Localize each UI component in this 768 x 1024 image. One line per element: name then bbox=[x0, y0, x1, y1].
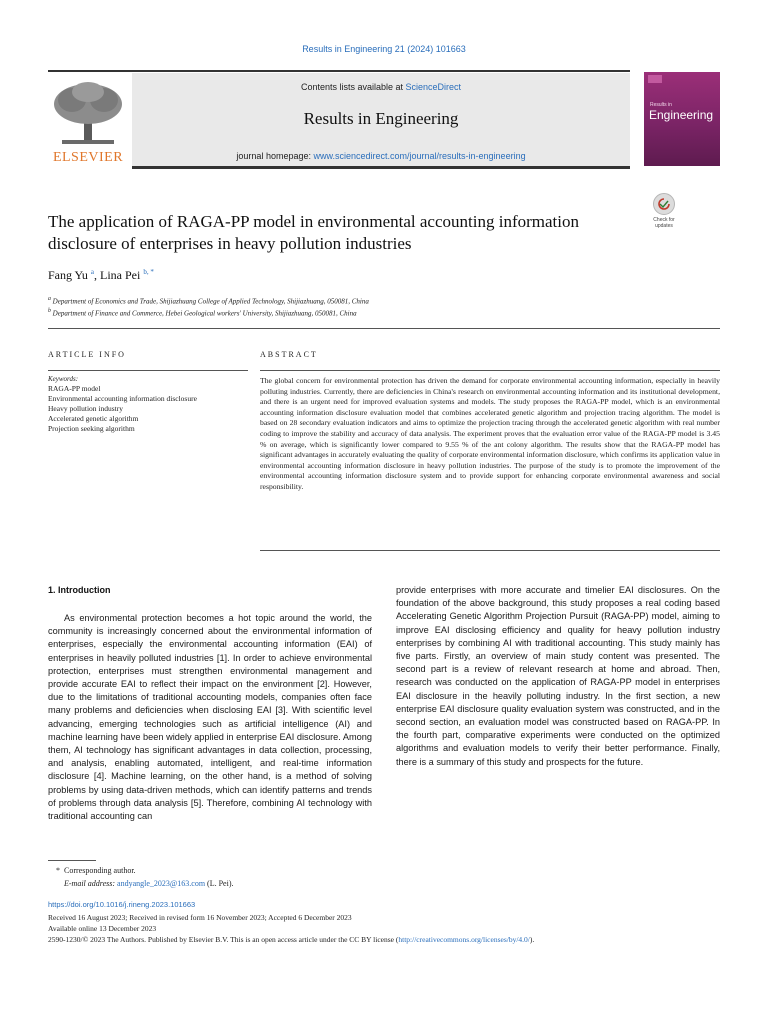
article-title: The application of RAGA-PP model in environmental accounting information disclosure of enterprises in heavy pollution industries bbox=[48, 212, 579, 253]
keyword-item: RAGA-PP model bbox=[48, 384, 101, 393]
email-line: E-mail address: andyangle_2023@163.com (L. Pei). bbox=[64, 879, 234, 888]
keywords-title: Keywords: bbox=[48, 375, 79, 383]
keywords-list bbox=[48, 384, 248, 434]
abstract-text: The global concern for environmental protection has driven the demand for corporate environmental accounting information, especially in heavily polluting industries. Currently, there are deficiencies in China's research on environmental accounting information and its institutional development, and there is an urgent need for improved evaluation systems and models. The study proposes the RAGA-PP model, which is an environmental accounting information disclosure evaluation model that combines accelerated genetic algorithm and projection tracing algorithm. The model is based on 28 secondary evaluation indicators and aims to optimize the projection tracing through the accelerated genetic algorithm with real number coding to improve the stability and accuracy of data analysis. The experiment proves that the evaluation error value of the RAGA-PP model is 3.45 % on average, which is significantly lower compared to 9.55 % of the ant colony algorithm. The results show that the RAGA-PP model has significant advantages in accurately evaluating the quality of corporate environmental information disclosure, which confirms its application value in environmental accounting information disclosure in heavy pollution industries. The purpose of the study is to promote the improvement of the environmental accounting information disclosure system and to provide support for enhancing corporate environmental awareness and social responsibility. bbox=[260, 376, 720, 491]
email-link[interactable]: andyangle_2023@163.com bbox=[117, 879, 206, 888]
license-link[interactable]: http://creativecommons.org/licenses/by/4.0/ bbox=[398, 935, 530, 944]
footnote-rule bbox=[48, 860, 96, 861]
section-divider bbox=[48, 328, 720, 329]
header-bottom-rule bbox=[132, 166, 630, 169]
journal-title: Results in Engineering bbox=[303, 109, 459, 128]
article-info-heading: ARTICLE INFO bbox=[48, 350, 126, 359]
check-updates-label: Check for updates bbox=[653, 217, 675, 229]
check-for-updates-badge[interactable] bbox=[647, 193, 681, 229]
introduction-left-column: As environmental protection becomes a hot topic around the world, the community is increasingly concerned about the environmental information of enterprises, especially the environmental accounting information (EAI) of enterprises in heavily polluted industries [1]. In order to achieve environmental protection, enterprises must strengthen environmental management and provide accurate EAI to reflect their impact on the environment [2]. However, due to the limitations of traditional accounting models, companies often face many problems and deficiencies when disclosing EAI [3]. With scientific level advancing, emerging technologies such as artificial intelligence (AI) and machine learning have been widely applied in enterprise EAI disclosure. Among them, AI technology has significant advantages in data collection, processing, and analysis, enabling automated, intelligent, and real-time information disclosure [4]. Machine learning, on the other hand, is a method of solving problems by using data-driven methods, which can identify patterns and trends of problems through data analysis [5]. Therefore, combining AI technology with traditional accounting can bbox=[48, 613, 372, 822]
header-top-rule bbox=[48, 70, 630, 72]
publisher-logo bbox=[48, 80, 128, 166]
introduction-right-column: provide enterprises with more accurate and timelier EAI disclosures. On the foundation of the above background, this study proposes a real coding based Accelerating Genetic Algorithm Projection Pursuit (RAGA-PP) model, aiming to improve EAI disclosing efficiency and quality for heavy pollution industry enterprises by combining AI with traditional accounting. This study mainly has five parts. Firstly, an overview of main study content was presented. The second part is a review of relevant research at home and abroad. Then, research was conducted on the application of RAGA-PP model in enterprises EAI disclosure in the heavily polluting industry. In the first section, a new enterprise EAI disclosure quality evaluation system was constructed, and in the second section, an evaluation model was constructed based on RAGA-PP. In the fourth part, comparative experiments were conducted on the optimized algorithms and evaluation models to verify their better performance. Finally, there is a summary of this study and prospects for the future. bbox=[396, 585, 720, 767]
journal-homepage-link[interactable]: www.sciencedirect.com/journal/results-in-engineering bbox=[313, 151, 526, 161]
keyword-item: Environmental accounting information disclosure bbox=[48, 394, 197, 403]
keyword-item: Projection seeking algorithm bbox=[48, 424, 135, 433]
cover-big-title: Engineering bbox=[649, 108, 714, 122]
introduction-heading: 1. Introduction bbox=[48, 585, 111, 595]
doi-link[interactable]: https://doi.org/10.1016/j.rineng.2023.101663 bbox=[48, 900, 196, 909]
abstract-heading: ABSTRACT bbox=[260, 350, 318, 359]
author-affiliation-marker[interactable]: b, * bbox=[143, 268, 154, 276]
homepage-line: journal homepage: www.sciencedirect.com/journal/results-in-engineering bbox=[236, 151, 526, 161]
publisher-name: ELSEVIER bbox=[52, 150, 124, 165]
sciencedirect-link[interactable]: ScienceDirect bbox=[405, 82, 462, 92]
cover-small-title: Results in bbox=[650, 102, 672, 108]
received-dates: Received 16 August 2023; Received in revised form 16 November 2023; Accepted 6 December 2023 bbox=[48, 913, 352, 922]
available-online-date: Available online 13 December 2023 bbox=[48, 924, 157, 933]
journal-header-box bbox=[132, 73, 630, 166]
article-info-rule bbox=[48, 370, 248, 371]
affiliation-b: $^b$ Department of Finance and Commerce, Hebei Geological workers' University, Shijiazhuang, 050081, China bbox=[48, 308, 357, 318]
affiliation-a: $^a$ Department of Economics and Trade, Shijiazhuang College of Applied Technology, Shijiazhuang, 050081, China bbox=[48, 296, 369, 306]
journal-cover-image[interactable] bbox=[644, 72, 720, 166]
author-name[interactable]: Lina Pei bbox=[100, 268, 141, 282]
elsevier-tree-icon bbox=[52, 80, 124, 146]
journal-citation-link[interactable]: Results in Engineering 21 (2024) 101663 bbox=[302, 44, 466, 54]
keyword-item: Accelerated genetic algorithm bbox=[48, 414, 139, 423]
cover-logo-mark bbox=[648, 75, 662, 83]
keyword-item: Heavy pollution industry bbox=[48, 404, 123, 413]
abstract-bottom-rule bbox=[260, 550, 720, 551]
license-line: 2590-1230/© 2023 The Authors. Published by Elsevier B.V. This is an open access article under the CC BY license (http://creativecommons.org/licenses/by/4.0/). bbox=[48, 935, 535, 944]
abstract-rule bbox=[260, 370, 720, 371]
contents-line: Contents lists available at ScienceDirect bbox=[300, 82, 462, 92]
corresponding-author-note: * Corresponding author. bbox=[56, 866, 136, 875]
check-updates-icon bbox=[653, 193, 675, 215]
author-list: Fang Yu $^a$, Lina Pei $^{b, *}$ bbox=[48, 268, 154, 282]
author-affiliation-marker[interactable]: a bbox=[90, 268, 94, 276]
author-name[interactable]: Fang Yu bbox=[48, 268, 88, 282]
